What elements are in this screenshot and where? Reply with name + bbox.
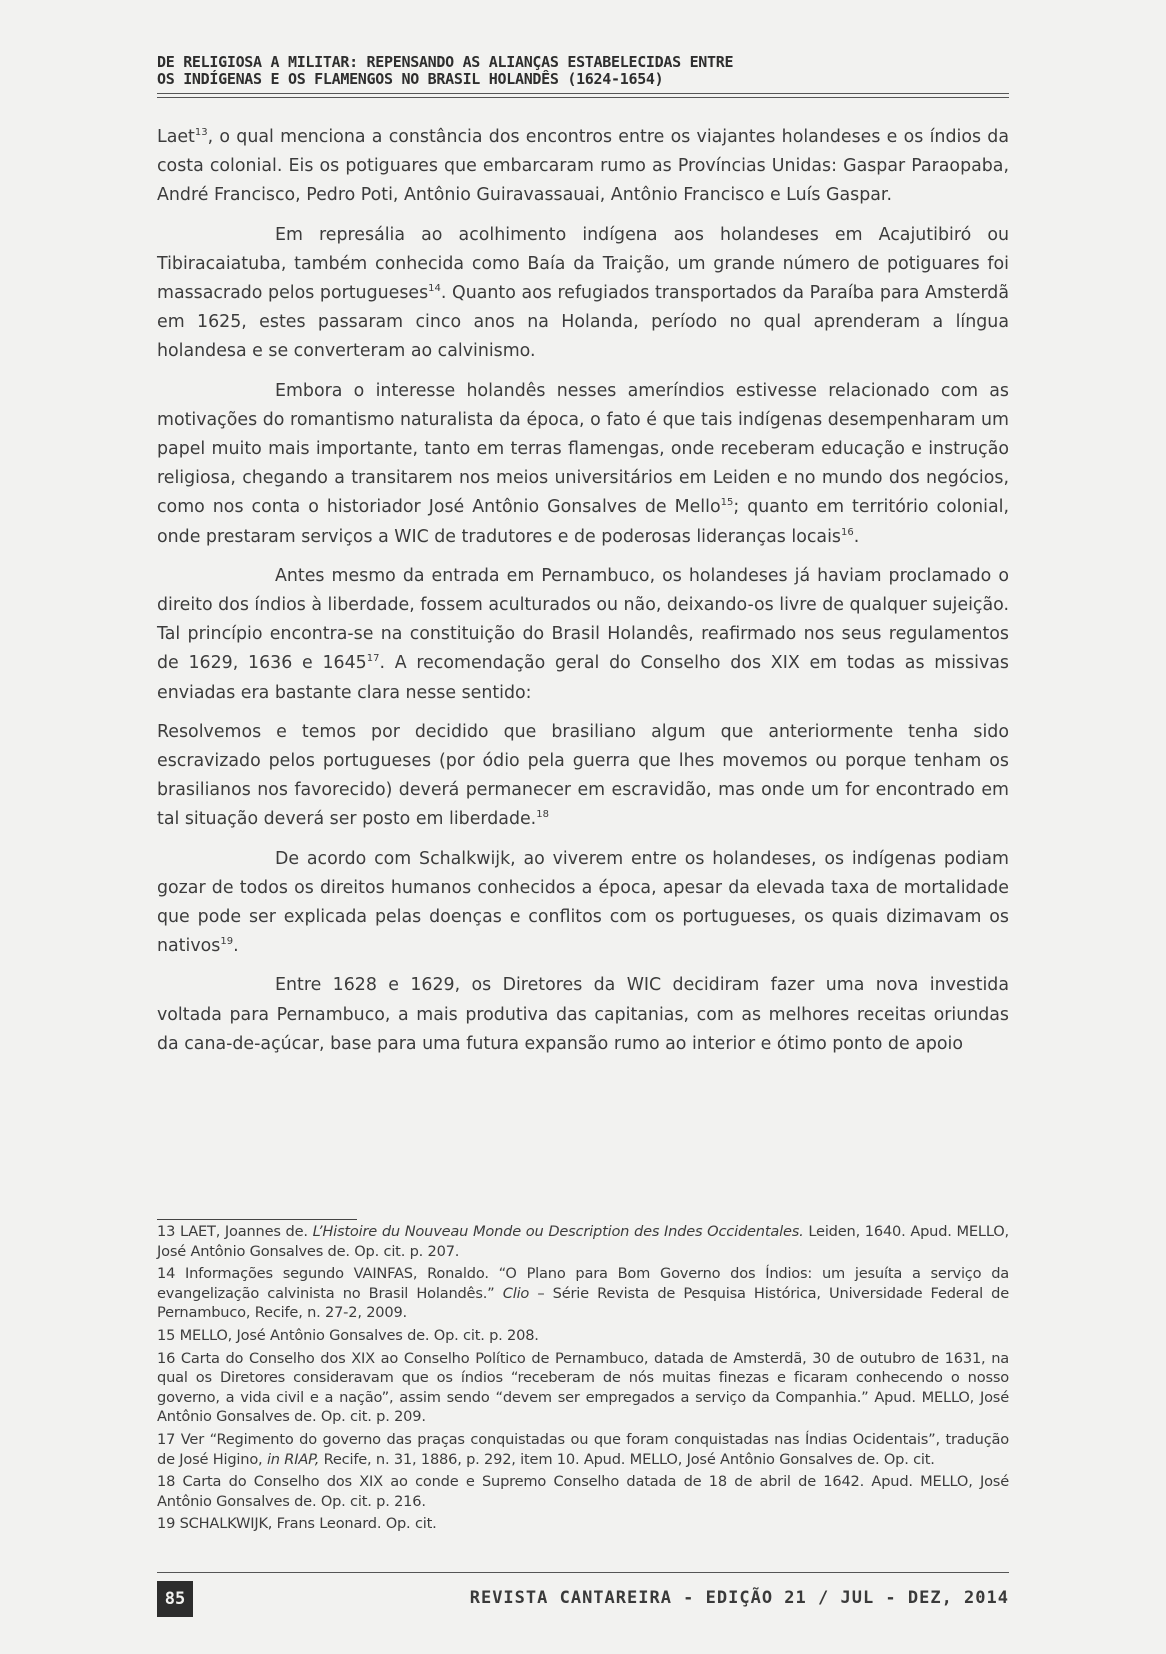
paragraph-1 bbox=[157, 123, 1009, 211]
text-span: . bbox=[233, 936, 239, 957]
footnote-19: 19 SCHALKWIJK, Frans Leonard. Op. cit. bbox=[157, 1515, 437, 1533]
footnote-13 bbox=[157, 1222, 1009, 1261]
text-span: Leiden, 1640. Apud. MELLO, José Antônio Gonsalves de. Op. cit. p. 207. bbox=[157, 1223, 1009, 1260]
footnote-ref-18[interactable]: 18 bbox=[536, 809, 549, 821]
paragraph-2 bbox=[157, 221, 1009, 367]
italic-title: in RIAP, bbox=[266, 1450, 320, 1468]
italic-title: Clio bbox=[502, 1284, 530, 1302]
text-span: Embora o interesse holandês nesses ameríndios estivesse relacionado com as motivações do romantismo naturalista da época, o fato é que tais indígenas desempenharam um papel muito mais importante, tanto em terras flamengas, onde receberam educação e instrução religiosa, chegando a transitarem nos meios universitários em Leiden e no mundo dos negócios, como nos conta o historiador José Antônio Gonsalves de Mello bbox=[157, 380, 1009, 518]
text-span: ; quanto em território colonial, onde prestaram serviços a WIC de tradutores e de poderosas lideranças locais bbox=[157, 497, 1009, 547]
running-header-line-1: DE RELIGIOSA A MILITAR: REPENSANDO AS ALIANÇAS ESTABELECIDAS ENTRE bbox=[157, 53, 734, 71]
text-span: Laet bbox=[157, 127, 195, 147]
running-header bbox=[157, 54, 1009, 88]
text-span: . A recomendação geral do Conselho dos XIX em todas as missivas enviadas era bastante clara nesse sentido: bbox=[157, 653, 1009, 703]
text-span: Em represália ao acolhimento indígena aos holandeses em Acajutibiró ou Tibiracaiatuba, também conhecida como Baía da Traição, um grande número de potiguares foi massacrado pelos portugueses bbox=[157, 224, 1009, 304]
footnote-15: 15 MELLO, José Antônio Gonsalves de. Op. cit. p. 208. bbox=[157, 1326, 539, 1344]
page-number: 85 bbox=[157, 1581, 193, 1617]
footnote-16: 16 Carta do Conselho dos XIX ao Conselho Político de Pernambuco, datada de Amsterdã, 30 de outubro de 1631, na qual os Diretores consideravam que os índios “receberam de nós muitas finezas e ficaram conhecendo o nosso governo, a vida civil e a nação”, assim sendo “devem ser empregados a serviço da Companhia.” Apud. MELLO, José Antônio Gonsalves de. Op. cit. p. 209. bbox=[157, 1349, 1009, 1426]
footer-divider bbox=[157, 1572, 1009, 1573]
text-span: 13 LAET, Joannes de. bbox=[157, 1223, 313, 1240]
running-header-line-2: OS INDÍGENAS E OS FLAMENGOS NO BRASIL HOLANDÊS (1624-1654) bbox=[157, 70, 664, 88]
text-span: Recife, n. 31, 1886, p. 292, item 10. Apud. MELLO, José Antônio Gonsalves de. Op. cit. bbox=[319, 1450, 935, 1468]
footnote-ref-13[interactable]: 13 bbox=[194, 127, 208, 138]
footnotes bbox=[157, 1222, 1009, 1537]
journal-title: REVISTA CANTAREIRA - EDIÇÃO 21 / JUL - DEZ, 2014 bbox=[469, 1588, 1009, 1608]
footnote-ref-14[interactable]: 14 bbox=[428, 283, 441, 295]
footnote-17 bbox=[157, 1430, 1009, 1469]
body-text bbox=[157, 123, 1009, 1069]
text-span: . Quanto aos refugiados transportados da Paraíba para Amsterdã em 1625, estes passaram cinco anos na Holanda, período no qual aprenderam a língua holandesa e se converteram ao calvinismo. bbox=[157, 283, 1010, 362]
text-span: . bbox=[853, 526, 860, 547]
paragraph-6: Entre 1628 e 1629, os Diretores da WIC decidiram fazer uma nova investida voltada para Pernambuco, a mais produtiva das capitanias, com as melhores receitas oriundas da cana-de-açúcar, base para uma futura expansão rumo ao interior e ótimo ponto de apoio bbox=[157, 975, 1009, 1054]
footnote-ref-15[interactable]: 15 bbox=[720, 497, 734, 509]
italic-title: L’Histoire du Nouveau Monde ou Description des Indes Occidentales. bbox=[312, 1223, 804, 1240]
text-span: Resolvemos e temos por decidido que brasiliano algum que anteriormente tenha sido escravizado pelos portugueses (por ódio pela guerra que lhes movemos ou porque tenham os brasilianos nos favorecido) deverá permanecer em escravidão, mas onde um for encontrado em tal situação deverá ser posto em liberdade. bbox=[157, 721, 1009, 830]
header-divider bbox=[157, 93, 1009, 98]
paragraph-4 bbox=[157, 562, 1009, 708]
footnote-ref-19[interactable]: 19 bbox=[220, 936, 234, 948]
footnote-ref-17[interactable]: 17 bbox=[366, 653, 380, 665]
footnote-ref-16[interactable]: 16 bbox=[840, 526, 854, 538]
paragraph-5 bbox=[157, 845, 1009, 962]
text-span: , o qual menciona a constância dos encontros entre os viajantes holandeses e os índios da costa colonial. Eis os potiguares que embarcaram rumo as Províncias Unidas: Gaspar Paraopaba, André Francisco, Pedro Poti, Antônio Guiravassauai, Antônio Francisco e Luís Gaspar. bbox=[157, 127, 1009, 206]
text-span: – Série Revista de Pesquisa Histórica, Universidade Federal de Pernambuco, Recife, n. 27-2, 2009. bbox=[157, 1284, 1009, 1322]
paragraph-3 bbox=[157, 377, 1009, 552]
text-span: 17 Ver “Regimento do governo das praças conquistadas ou que foram conquistadas nas Índias Ocidentais”, tradução de José Higino, bbox=[157, 1430, 1009, 1468]
footnote-14 bbox=[157, 1264, 1009, 1323]
text-span: Antes mesmo da entrada em Pernambuco, os holandeses já haviam proclamado o direito dos índios à liberdade, fossem aculturados ou não, deixando-os livre de qualquer sujeição. Tal princípio encontra-se na constituição do Brasil Holandês, reafirmado nos seus regulamentos de 1629, 1636 e 1645 bbox=[157, 565, 1009, 674]
text-span: 14 Informações segundo VAINFAS, Ronaldo. “O Plano para Bom Governo dos Índios: um jesuíta a serviço da evangelização calvinista no Brasil Holandês.” bbox=[157, 1265, 1009, 1302]
footnote-divider bbox=[157, 1219, 357, 1220]
block-quote bbox=[157, 718, 1009, 835]
footnote-18: 18 Carta do Conselho dos XIX ao conde e Supremo Conselho datada de 18 de abril de 1642. Apud. MELLO, José Antônio Gonsalves de. Op. cit. p. 216. bbox=[157, 1473, 1009, 1510]
text-span: De acordo com Schalkwijk, ao viverem entre os holandeses, os indígenas podiam gozar de todos os direitos humanos conhecidos a época, apesar da elevada taxa de mortalidade que pode ser explicada pelas doenças e conflitos com os portugueses, os quais dizimavam os nativos bbox=[157, 848, 1009, 957]
